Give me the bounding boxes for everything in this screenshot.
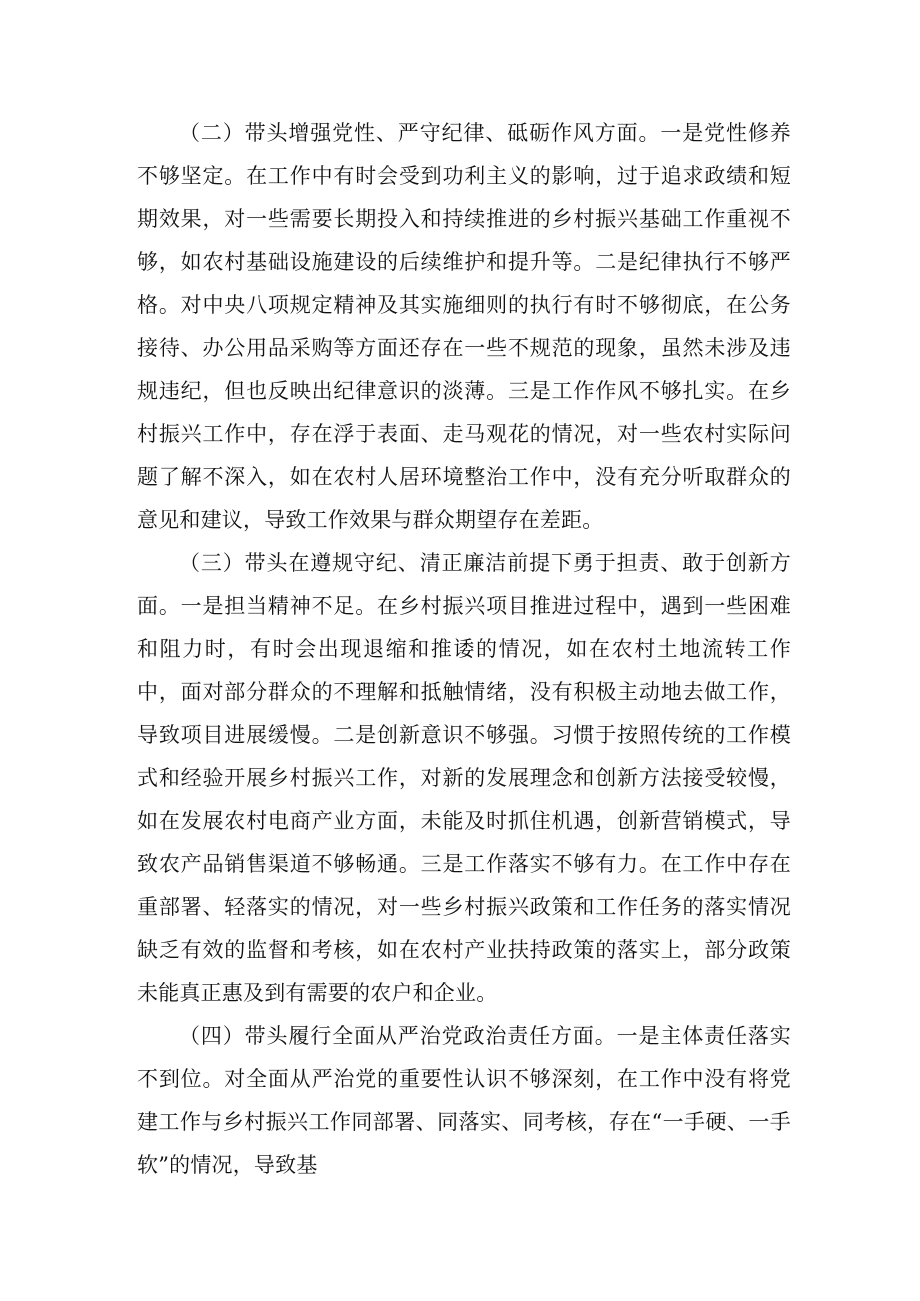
document-body [137,112,791,1187]
paragraph-section-three: （三）带头在遵规守纪、清正廉洁前提下勇于担责、敢于创新方面。一是担当精神不足。在乡村振兴项目推进过程中，遇到一些困难和阻力时，有时会出现退缩和推诿的情况，如在农村土地流转工作中，面对部分群众的不理解和抵触情绪，没有积极主动地去做工作，导致项目进展缓慢。二是创新意识不够强。习惯于按照传统的工作模式和经验开展乡村振兴工作，对新的发展理念和创新方法接受较慢，如在发展农村电商产业方面，未能及时抓住机遇，创新营销模式，导致农产品销售渠道不够畅通。三是工作落实不够有力。在工作中存在重部署、轻落实的情况，对一些乡村振兴政策和工作任务的落实情况缺乏有效的监督和考核，如在农村产业扶持政策的落实上，部分政策未能真正惠及到有需要的农户和企业。 [137,551,791,1005]
paragraph-section-four: （四）带头履行全面从严治党政治责任方面。一是主体责任落实不到位。对全面从严治党的重要性认识不够深刻，在工作中没有将党建工作与乡村振兴工作同部署、同落实、同考核，存在“一手硬、一手软”的情况，导致基 [137,1024,791,1177]
paragraph-section-two: （二）带头增强党性、严守纪律、砥砺作风方面。一是党性修养不够坚定。在工作中有时会受到功利主义的影响，过于追求政绩和短期效果，对一些需要长期投入和持续推进的乡村振兴基础工作重视不够，如农村基础设施建设的后续维护和提升等。二是纪律执行不够严格。对中央八项规定精神及其实施细则的执行有时不够彻底，在公务接待、办公用品采购等方面还存在一些不规范的现象，虽然未涉及违规违纪，但也反映出纪律意识的淡薄。三是工作作风不够扎实。在乡村振兴工作中，存在浮于表面、走马观花的情况，对一些农村实际问题了解不深入，如在农村人居环境整治工作中，没有充分听取群众的意见和建议，导致工作效果与群众期望存在差距。 [137,121,791,532]
